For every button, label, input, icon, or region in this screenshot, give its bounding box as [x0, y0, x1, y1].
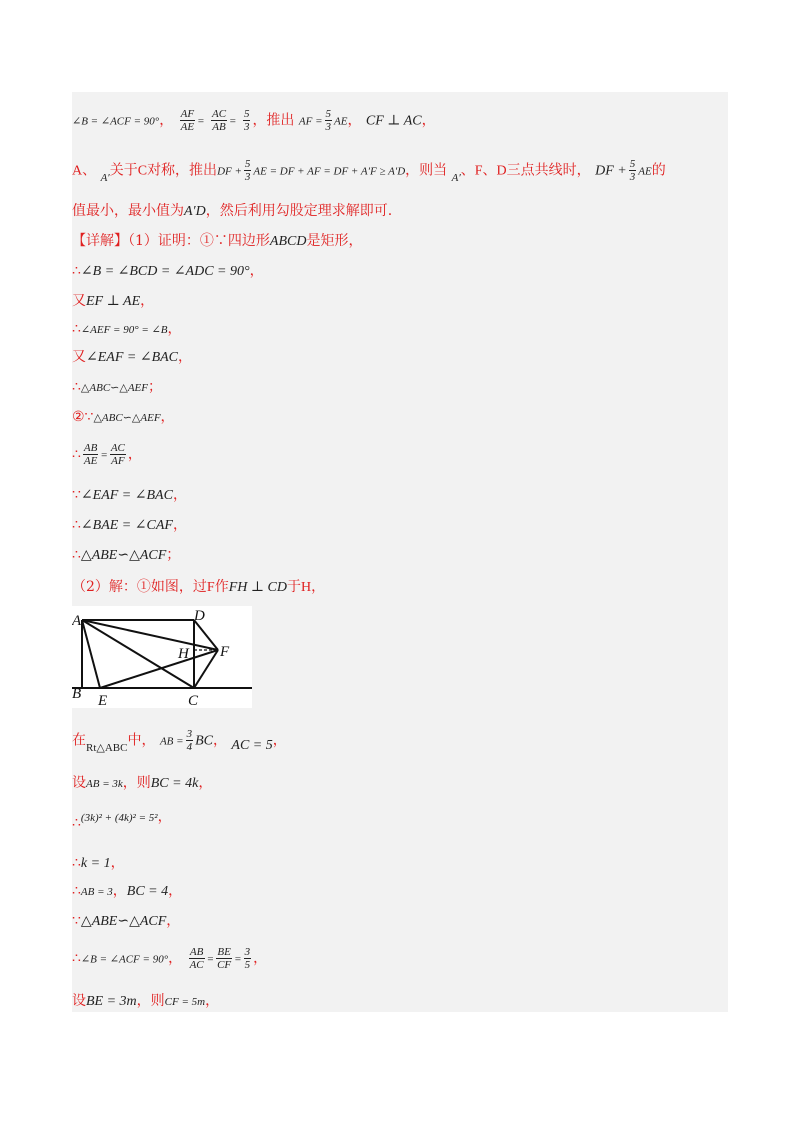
- fraction: $\frac{3}{5}$: [244, 946, 251, 971]
- solution-step: ∴k = 1，: [72, 855, 125, 871]
- fraction: $\frac{5}{3}$: [243, 108, 250, 133]
- analysis-line-3: 值最小，最小值为A′D，然后利用勾股定理求解即可.: [72, 203, 393, 219]
- fraction: $\frac{AC}{AF}$: [110, 442, 125, 467]
- proof-step: ∴∠AEF = 90° = ∠B，: [72, 321, 182, 337]
- label-F: F: [220, 644, 230, 660]
- analysis-line-2: A、 $_{A'}$关于C对称，推出DF + $\frac{5}{3}$ AE = DF + AF = DF + A′F ≥ A′D，则当 $_{A'}$、F、D三点共线时， DF + $\frac{5}{3}$ AE的: [72, 158, 666, 184]
- label-H: H: [178, 646, 189, 662]
- fraction: $\frac{AF}{AE}$: [180, 108, 195, 133]
- solution-step: ∴AB = 3，BC = 4，: [72, 883, 183, 899]
- math-expr: ∠B = ∠ACF = 90°: [72, 115, 160, 128]
- fraction: $\frac{AC}{AB}$: [211, 108, 227, 133]
- solution-step: 设AB = 3k，则BC = 4k，: [72, 775, 213, 791]
- label-C: C: [188, 693, 199, 708]
- label-E: E: [98, 693, 108, 708]
- fraction: $\frac{5}{3}$: [325, 108, 332, 133]
- proof-step: ∴ $\frac{AB}{AE}$ = $\frac{AC}{AF}$ ，: [72, 442, 142, 467]
- proof-step: ②∵△ABC∽△AEF，: [72, 409, 175, 425]
- text: ，推出: [252, 112, 295, 129]
- label-A: A: [72, 613, 82, 629]
- fraction: $\frac{AB}{AE}$: [83, 442, 98, 467]
- detail-heading: 【详解】（1）证明：①∵四边形ABCD是矩形，: [72, 233, 363, 249]
- proof-step: ∴△ABE∽△ACF；: [72, 547, 181, 563]
- solution-step: 在$_{Rt\triangle ABC}$中， AB = $\frac{3}{4}$ BC， AC = 5，: [72, 728, 287, 754]
- geometry-figure: [72, 606, 252, 708]
- proof-step: ∴△ABC∽△AEF；: [72, 379, 162, 395]
- proof-step: ∴∠BAE = ∠CAF，: [72, 517, 187, 533]
- text: ，: [159, 112, 174, 129]
- fraction: $\frac{5}{3}$: [244, 158, 251, 183]
- fraction: $\frac{AB}{AC}$: [189, 946, 204, 971]
- proof-step: ∵∠EAF = ∠BAC，: [72, 487, 187, 503]
- solution-step: ∴∠B = ∠ACF = 90°， $\frac{AB}{AC}$ = $\frac{BE}{CF}$ = $\frac{3}{5}$ ，: [72, 946, 268, 971]
- solution-step: 设BE = 3m，则CF = 5m，: [72, 993, 220, 1009]
- label-B: B: [72, 686, 82, 702]
- proof-step: 又EF ⊥ AE，: [72, 293, 155, 309]
- proof-step: 又∠EAF = ∠BAC，: [72, 349, 193, 365]
- proof-step: ∴∠B = ∠BCD = ∠ADC = 90°，: [72, 263, 264, 279]
- solution-step: ∵△ABE∽△ACF，: [72, 913, 181, 929]
- solution-step: ∴(3k)² + (4k)² = 5²，: [72, 809, 172, 831]
- fraction: $\frac{5}{3}$: [629, 158, 636, 183]
- segment-EF: [100, 650, 218, 688]
- geometry-diagram: [72, 606, 252, 708]
- label-D: D: [194, 608, 205, 624]
- analysis-line-1: ∠B = ∠ACF = 90°， $\frac{AF}{AE}$ = $\frac{AC}{AB}$ = $\frac{5}{3}$ ，推出 AF = $\frac{5}{3}$ AE， CF ⊥ AC，: [72, 108, 436, 133]
- fraction: $\frac{3}{4}$: [186, 728, 193, 753]
- fraction: $\frac{BE}{CF}$: [217, 946, 232, 971]
- part-two-heading: （2）解：①如图，过F作FH ⊥ CD于H，: [72, 579, 326, 595]
